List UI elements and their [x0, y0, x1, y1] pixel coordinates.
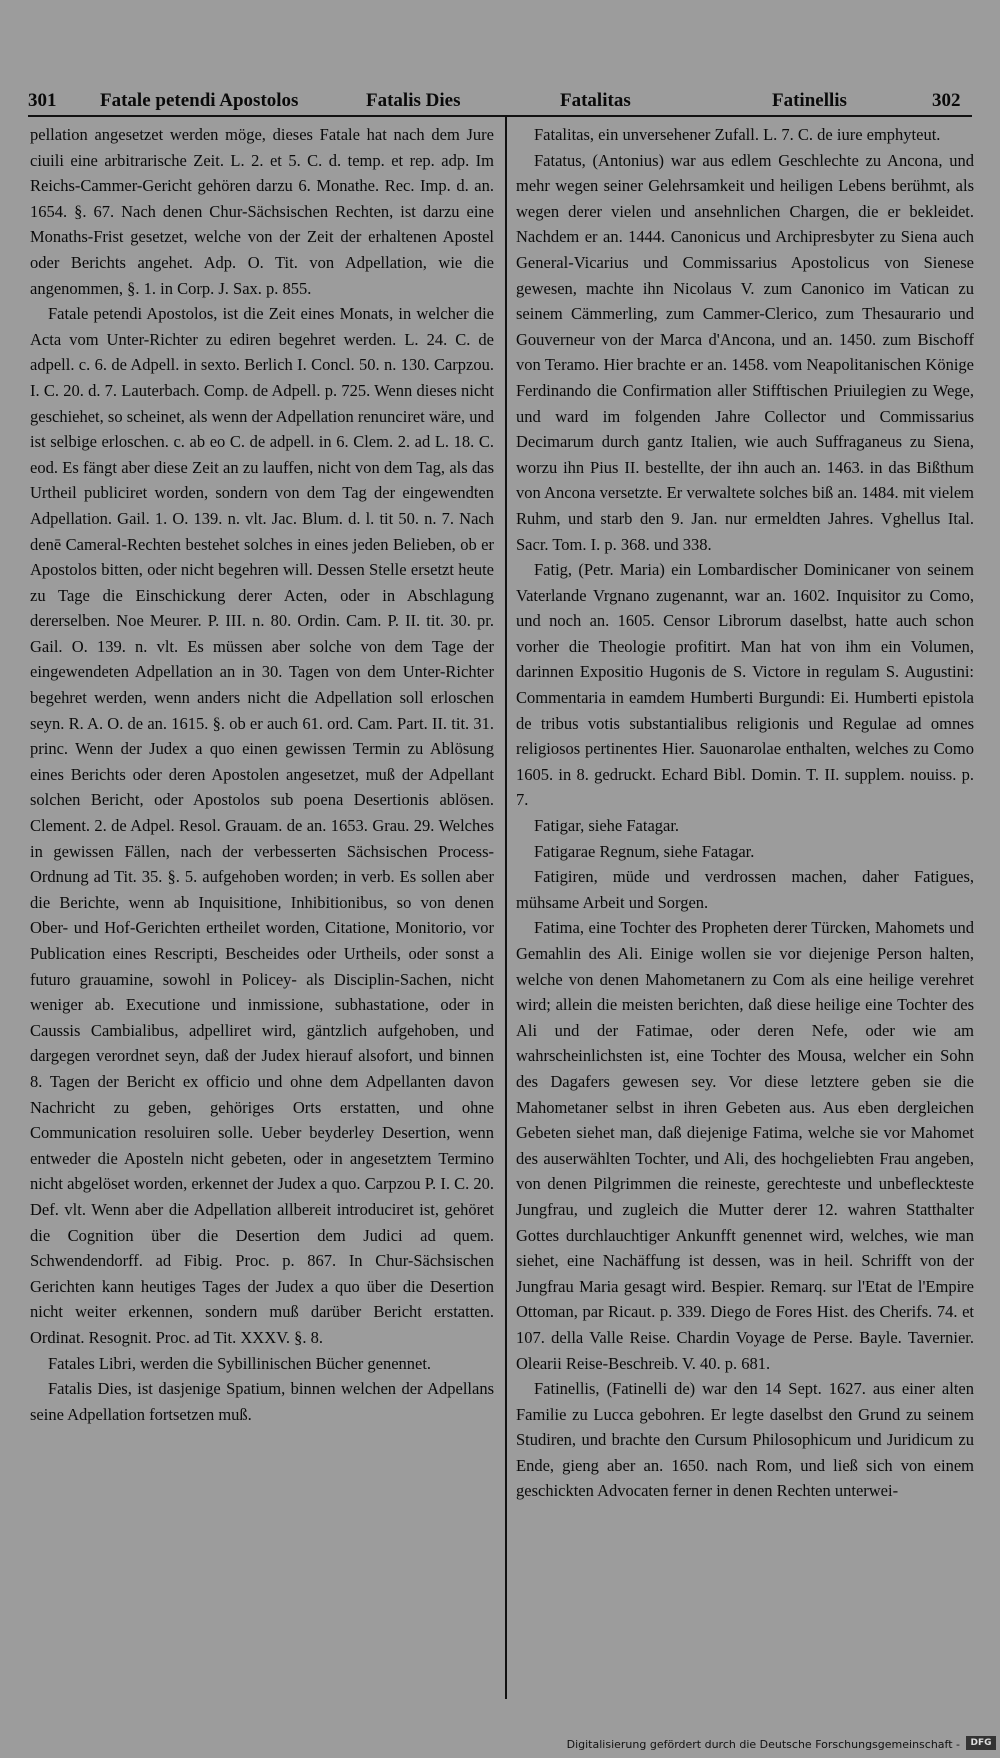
footer-credit-text: Digitalisierung gefördert durch die Deutsche Forschungsgemeinschaft -	[566, 1738, 960, 1751]
left-column-keyword: Fatale petendi Apostolos	[100, 90, 299, 111]
entry-paragraph: Fatale petendi Apostolos, ist die Zeit eines Monats, in welcher die Acta vom Unter-Richter zu ediren begehret werden. L. 24. C. de adpell. c. 6. de Adpell. in sexto. Berlich I. Concl. 50. n. 130. Carpzou. I. C. 20. d. 7. Lauterbach. Comp. de Adpell. p. 725. Wenn dieses nicht geschiehet, so scheinet, als wenn der Adpellation renunciret wäre, und ist selbige erloschen. c. ab eo C. de adpell. in 6. Clem. 2. ad L. 18. C. eod. Es fängt aber diese Zeit an zu lauffen, nicht von dem Tag, als das Urtheil publiciret worden, sondern von dem Tag der eingewendten Adpellation. Gail. 1. O. 139. n. vlt. Jac. Blum. d. l. tit 50. n. 7. Nach denē Cameral-Rechten bestehet solches in eines jeden Belieben, ob er Apostolos bitten, oder nicht begehren will. Dessen Stelle ersetzt heute zu Tage die Einschickung derer Acten, oder in Abschlagung dererselben. Noe Meurer. P. III. n. 80. Ordin. Cam. P. II. tit. 30. pr. Gail. O. 139. n. vlt. Es müssen aber solche von dem Tage der eingewendeten Adpellation an in 30. Tagen von dem Unter-Richter begehret werden, wenn anders nicht die Adpellation soll erloschen seyn. R. A. O. de an. 1615. §. ob er auch 61. ord. Cam. Part. II. tit. 31. princ. Wenn der Judex a quo einen gewissen Termin zu Ablösung eines Berichts oder deren Apostolen angesetzet, muß der Adpellant solchen Bericht, oder Apostolos sub poena Desertionis ablösen. Clement. 2. de Adpel. Resol. Grauam. de an. 1653. Grau. 29. Welches in gewissen Fällen, nach der verbesserten Sächsischen Process-Ordnung ad Tit. 35. §. 5. aufgehoben worden; in verb. Es sollen aber die Berichte, wenn ab Inquisitione, Inhibitionibus, so von denen Ober- und Hof-Gerichten ertheilet worden, Citatione, Monitorio, vor Publication eines Rescripti, Bescheides oder Urtheils, oder sonst a futuro grauamine, sowohl in Policey- als Disciplin-Sachen, nicht weniger ab. Executione und inmissione, subhastatione, oder in Caussis Cambialibus, adpelliret wird, gäntzlich aufgehoben, und dargegen verordnet seyn, daß der Judex hierauf alsofort, und binnen 8. Tagen der Bericht ex officio und ohne dem Adpellanten davon Nachricht zu geben, gehöriges Orts erstatten, und ohne Communication resoluiren solle. Ueber beyderley Desertion, wenn entweder die Aposteln nicht gebeten, oder in angesetztem Termino nicht abgelöset worden, erkennet der Judex a quo. Carpzou P. I. C. 20. Def. vlt. Wenn aber die Adpellation allbereit introduciret ist, gehöret die Cognition über die Desertion dem Judici ad quem. Schwendendorff. ad Fibig. Proc. p. 867. In Chur-Sächsischen Gerichten kann heutiges Tages der Judex a quo über die Desertion nicht weiter erkennen, sondern muß darüber Bericht erstatten. Ordinat. Resognit. Proc. ad Tit. XXXV. §. 8.	[30, 304, 494, 1347]
entry-paragraph: Fatigarae Regnum, siehe Fatagar.	[534, 841, 755, 861]
running-header	[28, 86, 972, 114]
right-page-start-keyword: Fatalitas	[560, 90, 631, 111]
entry-paragraph: Fatalitas, ein unversehener Zufall. L. 7. C. de iure emphyteut.	[534, 125, 941, 144]
entry-paragraph: Fatigiren, müde und verdrossen machen, daher Fatigues, mühsame Arbeit und Sorgen.	[516, 867, 974, 912]
header-rule	[28, 115, 972, 117]
entry-paragraph: Fatima, eine Tochter des Propheten derer Türcken, Mahomets und Gemahlin des Ali. Einige wollen sie vor diejenige Person halten, welche von denen Mahometanern zu Com als eine heilige verehret wird; allein die meisten berichten, daß diese heilige eine Tochter des Ali und der Fatimae, oder deren Nefe, oder wie am wahrscheinlichsten ist, eine Tochter des Mousa, welcher ein Sohn des Dagafers gewesen sey. Vor diese letztere geben sie die Mahometaner selbst in ihren Gebeten aus. Aus eben dergleichen Gebeten siehet man, daß diejenige Fatima, welche sie vor Mahomet des auserwählten Tochter, und Ali, des hochgeliebten Frau angeben, von denen Pilgrimmen die reineste, gerechteste und unbefleckteste Jungfrau, und zugleich die Mutter derer 12. wahren Statthalter Gottes durchlauchtiger Ankunfft genennet wird, welches, wie man siehet, eine Nachäffung ist dessen, was in heil. Schrifft von der Jungfrau Maria gesagt wird. Bespier. Remarq. sur l'Etat de l'Empire Ottoman, par Ricaut. p. 339. Diego de Fores Hist. des Cherifs. 74. et 107. della Valle Reise. Chardin Voyage de Perse. Bayle. Tavernier. Olearii Reise-Beschreib. V. 40. p. 681.	[516, 918, 974, 1373]
entry-paragraph: pellation angesetzet werden möge, dieses Fatale hat nach dem Jure ciuili eine arbitrarische Zeit. L. 2. et 5. C. d. temp. et rep. adp. Im Reichs-Cammer-Gericht gehören darzu 6. Monathe. Rec. Imp. d. an. 1654. §. 67. Nach denen Chur-Sächsischen Rechten, ist darzu eine Monaths-Frist gesetzet, welche von der Zeit der erhaltenen Apostel oder Berichts angehet. Adp. O. Tit. von Adpellation, wie die angenommen, §. 1. in Corp. J. Sax. p. 855.	[30, 125, 494, 298]
left-column	[30, 122, 494, 1702]
page-number-right: 302	[932, 90, 961, 111]
entry-paragraph: Fatig, (Petr. Maria) ein Lombardischer Dominicaner von seinem Vaterlande Vrgnano zugenannt, war an. 1602. Inquisitor zu Como, und noch an. 1605. Censor Librorum daselbst, hatte auch schon vorher die Theologie profitirt. Man hat von ihm ein Volumen, darinnen Expositio Hugonis de S. Victore in regulam S. Augustini: Commentaria in eamdem Humberti Burgundi: Ei. Humberti epistola de tribus votis substantialibus religionis und Regulae ad omnes religiosos pertinentes Hier. Sauonarolae enthalten, welches zu Como 1605. in 8. gedruckt. Echard Bibl. Domin. T. II. supplem. nouiss. p. 7.	[516, 560, 974, 810]
left-page-end-keyword: Fatalis Dies	[366, 90, 461, 111]
entry-paragraph: Fatatus, (Antonius) war aus edlem Geschlechte zu Ancona, und mehr wegen seiner Gelehrsamkeit und heiligen Lebens berühmt, als wegen derer vielen und ansehnlichen Chargen, die er bekleidet. Nachdem er an. 1444. Canonicus und Archipresbyter zu Siena auch General-Vicarius und Commissarius Apostolicus von Sienese gewesen, machte ihn Nicolaus V. zum Canonico im Vatican zu seinem Cämmerling, zum Cammer-Clerico, zum Thesaurario und Gouverneur von der Marca d'Ancona, und an. 1450. zum Bischoff von Teramo. Hier brachte er an. 1458. vom Neapolitanischen Könige Ferdinando die Confirmation aller Stifftischen Priuilegien zu Wege, und ward im folgenden Jahre Collector und Commissarius Decimarum durch gantz Italien, wie auch Suffraganeus zu Siena, worzu ihn Pius II. bestellte, der ihn auch an. 1463. in das Bißthum von Ancona versetzte. Er verwaltete solches biß an. 1484. mit vielem Ruhm, und starb den 9. Jan. nur ermeldten Jahres. Vghellus Ital. Sacr. Tom. I. p. 368. und 338.	[516, 150, 974, 554]
digitization-footer	[0, 1733, 1000, 1755]
entry-paragraph: Fatigar, siehe Fatagar.	[534, 816, 680, 836]
entry-paragraph: Fatales Libri, werden die Sybillinischen Bücher genennet.	[48, 1353, 432, 1373]
entry-paragraph: Fatalis Dies, ist dasjenige Spatium, binnen welchen der Adpellans seine Adpellation fortsetzen muß.	[30, 1379, 494, 1424]
right-column-keyword: Fatinellis	[772, 90, 847, 111]
dfg-logo-icon: DFG	[966, 1736, 996, 1750]
page-number-left: 301	[28, 90, 57, 111]
entry-paragraph: Fatinellis, (Fatinelli de) war den 14 Sept. 1627. aus einer alten Familie zu Lucca gebohren. Er legte daselbst den Grund zu seinem Studiren, und brachte den Cursum Philosophicum und Juridicum zu Ende, gieng aber an. 1650. nach Rom, und ließ sich von einem geschickten Advocaten ferner in denen Rechten unterwei-	[516, 1379, 974, 1501]
column-divider	[505, 117, 507, 1699]
right-column	[516, 122, 974, 1702]
